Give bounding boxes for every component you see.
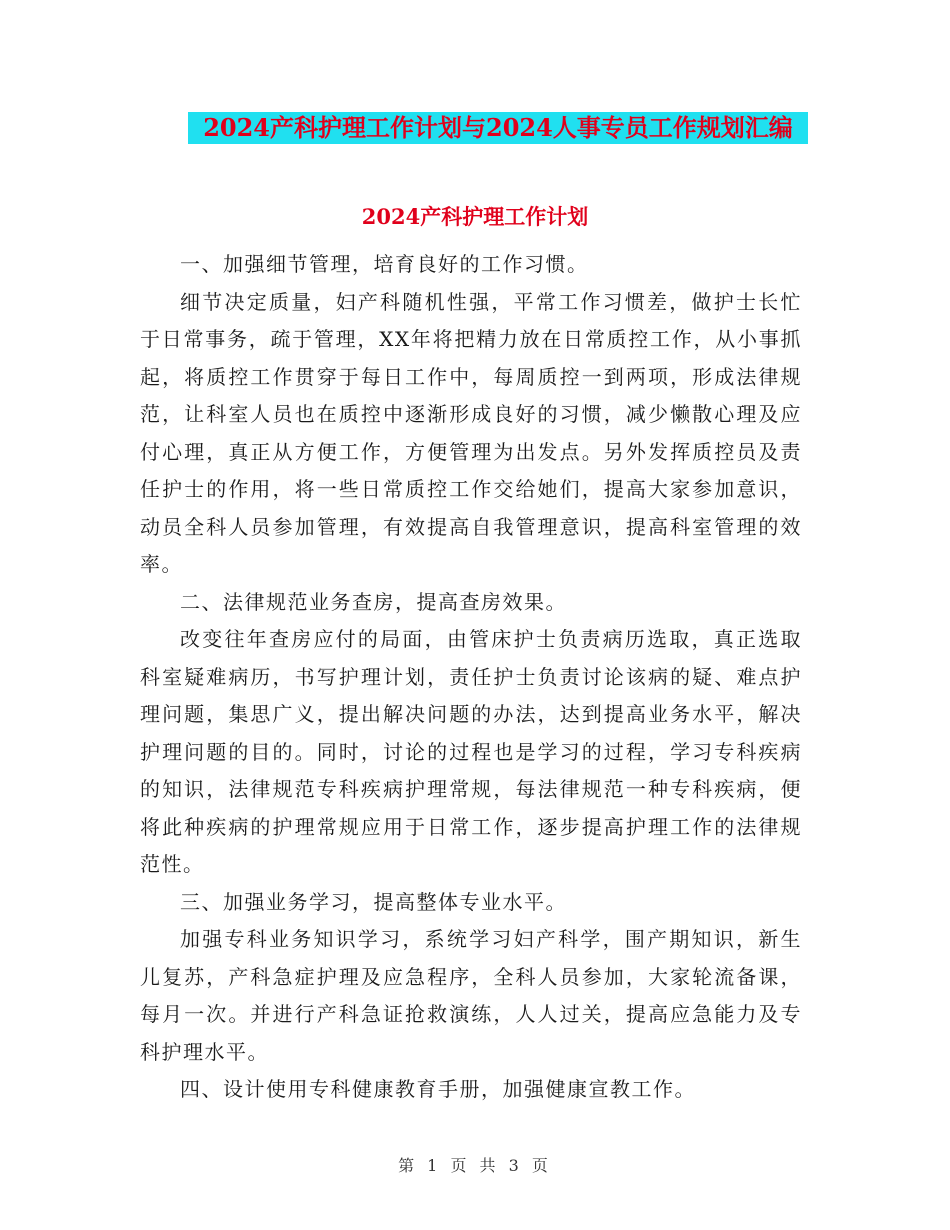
document-title: 2024产科护理工作计划与2024人事专员工作规划汇编 — [188, 112, 808, 144]
paragraph-1: 细节决定质量，妇产科随机性强，平常工作习惯差，做护士长忙于日常事务，疏于管理，XX年将把精力放在日常质控工作，从小事抓起，将质控工作贯穿于每日工作中，每周质控一到两项，形成法律规范，让科室人员也在质控中逐渐形成良好的习惯，减少懒散心理及应付心理，真正从方便工作，方便管理为出发点。另外发挥质控员及责任护士的作用，将一些日常质控工作交给她们，提高大家参加意识，动员全科人员参加管理，有效提高自我管理意识，提高科室管理的效率。 — [140, 289, 802, 576]
paragraph-3: 加强专科业务知识学习，系统学习妇产科学，围产期知识，新生儿复苏，产科急症护理及应急程序，全科人员参加，大家轮流备课，每月一次。并进行产科急证抢救演练，人人过关，提高应急能力及专科护理水平。 — [140, 927, 802, 1064]
paragraph-2: 改变往年查房应付的局面，由管床护士负责病历选取，真正选取科室疑难病历，书写护理计划，责任护士负责讨论该病的疑、难点护理问题，集思广义，提出解决问题的办法，达到提高业务水平，解决护理问题的目的。同时，讨论的过程也是学习的过程，学习专科疾病的知识，法律规范专科疾病护理常规，每法律规范一种专科疾病，便将此种疾病的护理常规应用于日常工作，逐步提高护理工作的法律规范性。 — [140, 627, 802, 876]
heading-3: 三、加强业务学习，提高整体专业水平。 — [180, 889, 567, 914]
heading-2: 二、法律规范业务查房，提高查房效果。 — [180, 589, 567, 614]
heading-4: 四、设计使用专科健康教育手册，加强健康宣教工作。 — [180, 1077, 696, 1101]
page-footer: 第 1 页 共 3 页 — [398, 1156, 552, 1175]
heading-1: 一、加强细节管理，培育良好的工作习惯。 — [180, 252, 589, 276]
document-body — [140, 246, 802, 1109]
section-title: 2024产科护理工作计划 — [361, 204, 589, 229]
